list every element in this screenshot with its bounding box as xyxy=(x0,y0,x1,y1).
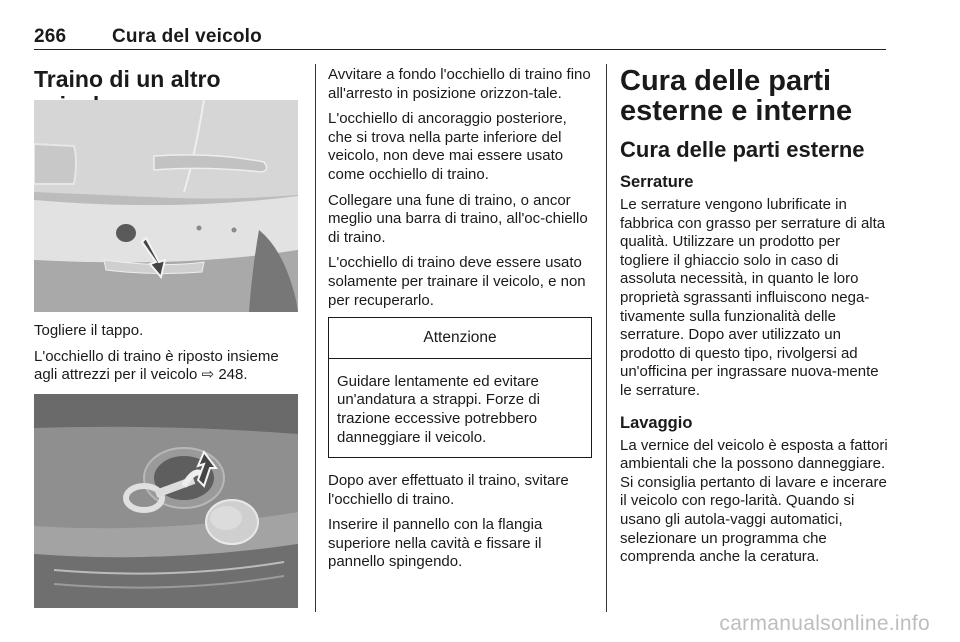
page-reference-number: 248. xyxy=(218,366,248,384)
paragraph-unscrew: Dopo aver effettuato il traino, svitare l'occhiello di traino. xyxy=(328,472,569,508)
tow-eye-location-sentence: L'occhiello di traino è riposto insieme agli attrezzi per il veicolo xyxy=(34,347,279,384)
tow-eye-location-text xyxy=(34,348,300,385)
figure-caption-1: Togliere il tappo. xyxy=(34,322,144,339)
column-2 xyxy=(328,66,592,579)
section-title: Cura del veicolo xyxy=(112,26,262,47)
paragraph-usage: L'occhiello di traino deve essere usato solamente per trainare il veicolo, e non per recuperarlo. xyxy=(328,254,586,309)
caution-body: Guidare lentamente ed evitare un'andatura a strappi. Forze di trazione eccessive potrebbero danneggiare il veicolo. xyxy=(337,372,540,446)
subsection-heading: Cura delle parti esterne xyxy=(620,137,865,162)
caution-box xyxy=(328,317,592,458)
watermark: carmanualsonline.info xyxy=(719,612,930,635)
column-divider-2 xyxy=(606,64,607,612)
paragraph-insert-panel: Inserire il pannello con la flangia superiore nella cavità e fissare il pannello spingendo. xyxy=(328,516,543,571)
heading-washing: Lavaggio xyxy=(620,413,693,432)
chapter-heading: Cura delle parti esterne e interne xyxy=(620,65,853,127)
section-heading-towing: Traino di un altro xyxy=(34,66,221,92)
rear-bumper-illustration xyxy=(34,100,298,312)
page-reference-icon: ⇨ xyxy=(201,366,215,384)
tow-eye-illustration xyxy=(34,394,298,608)
caution-title: Attenzione xyxy=(329,318,591,359)
figure-rear-bumper-cap xyxy=(34,100,298,312)
paragraph-screw-in: Avvitare a fondo l'occhiello di traino fino all'arresto in posizione orizzon-tale. xyxy=(328,66,591,102)
paragraph-attach-rope: Collegare una fune di traino, o ancor meglio una barra di traino, all'oc-chiello di traino. xyxy=(328,191,588,246)
column-1-text xyxy=(34,322,300,392)
heading-locks: Serrature xyxy=(620,173,694,191)
paragraph-washing: La vernice del veicolo è esposta a fattori ambientali che la possono danneggiare. Si consiglia pertanto di lavare e incerare il veicolo con rego-larità. Quando si usano gli autola-vaggi automatici, selezionare un programma che comprenda anche la ceratura. xyxy=(620,436,888,566)
column-3 xyxy=(620,66,888,574)
column-divider-1 xyxy=(315,64,316,612)
running-header xyxy=(34,26,262,48)
page-number: 266 xyxy=(34,26,67,47)
header-rule xyxy=(34,49,886,50)
figure-tow-eye-installation xyxy=(34,394,298,608)
paragraph-rear-anchor: L'occhiello di ancoraggio posteriore, che si trova nella parte inferiore del veicolo, non deve mai essere usato come occhiello di traino. xyxy=(328,110,567,183)
paragraph-locks: Le serrature vengono lubrificate in fabbrica con grasso per serrature di alta qualità. Utilizzare un prodotto per togliere il ghiaccio solo in caso di assoluta necessità, in quanto le loro proprietà sgrassanti influiscono nega-tivamente sulla funzionalità delle serrature. Dopo aver utilizzato un prodotto di questo tipo, rivolgersi ad un'officina per ingrassare nuova-mente le serrature. xyxy=(620,196,886,399)
